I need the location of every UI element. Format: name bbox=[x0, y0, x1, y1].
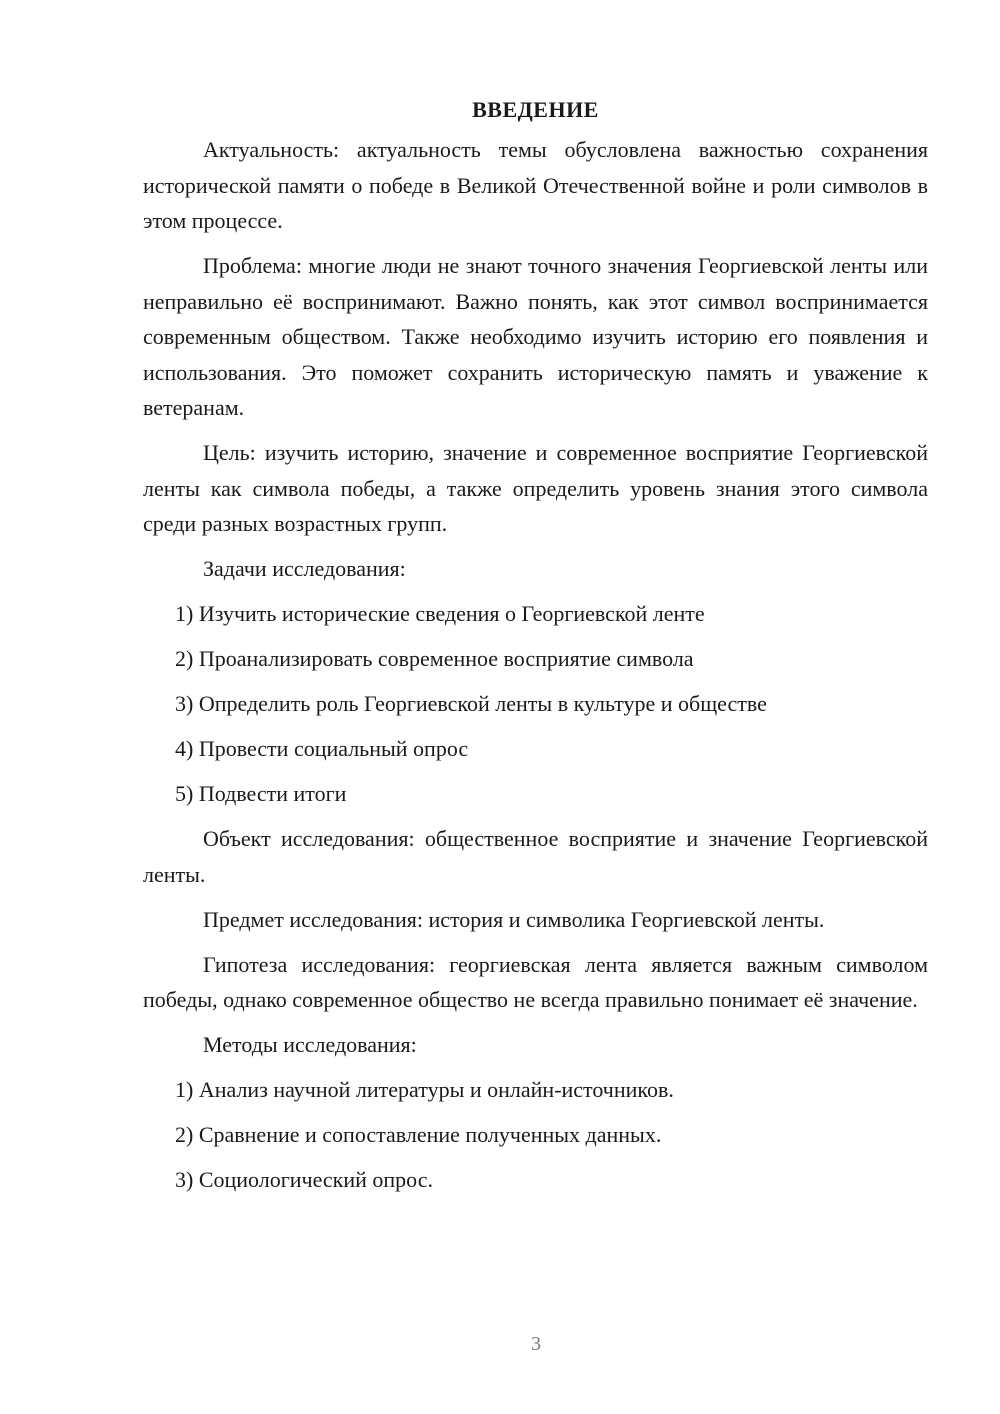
section-heading: ВВЕДЕНИЕ bbox=[472, 97, 599, 122]
task-item: 2) Проанализировать современное восприятие символа bbox=[175, 646, 694, 671]
subject-paragraph: Предмет исследования: история и символика Георгиевской ленты. bbox=[203, 906, 825, 932]
goal-paragraph: Цель: изучить историю, значение и современное восприятие Георгиевской ленты как символа победы, а также определить уровень знания этого символа среди разных возрастных групп. bbox=[143, 440, 928, 536]
task-item: 1) Изучить исторические сведения о Георгиевской ленте bbox=[175, 601, 705, 626]
page-content bbox=[143, 92, 928, 1207]
problem-paragraph: Проблема: многие люди не знают точного значения Георгиевской ленты или неправильно её воспринимают. Важно понять, как этот символ воспринимается современным обществом. Также необходимо изучить историю его появления и использования. Это поможет сохранить историческую память и уважение к ветеранам. bbox=[143, 253, 928, 420]
hypothesis-paragraph: Гипотеза исследования: георгиевская лента является важным символом победы, однако современное общество не всегда правильно понимает её значение. bbox=[143, 951, 928, 1012]
relevance-paragraph: Актуальность: актуальность темы обусловлена важностью сохранения исторической памяти о победе в Великой Отечественной войне и роли символов в этом процессе. bbox=[143, 137, 928, 233]
task-item: 4) Провести социальный опрос bbox=[175, 736, 469, 761]
method-item: 1) Анализ научной литературы и онлайн-источников. bbox=[175, 1077, 674, 1102]
method-item: 2) Сравнение и сопоставление полученных данных. bbox=[175, 1122, 662, 1147]
method-item: 3) Социологический опрос. bbox=[175, 1167, 433, 1192]
object-paragraph: Объект исследования: общественное восприятие и значение Георгиевской ленты. bbox=[143, 826, 928, 887]
tasks-heading: Задачи исследования: bbox=[203, 556, 406, 581]
task-item: 3) Определить роль Георгиевской ленты в культуре и обществе bbox=[175, 691, 767, 716]
page-number: 3 bbox=[531, 1333, 541, 1355]
task-item: 5) Подвести итоги bbox=[175, 781, 347, 806]
methods-heading: Методы исследования: bbox=[203, 1032, 417, 1057]
